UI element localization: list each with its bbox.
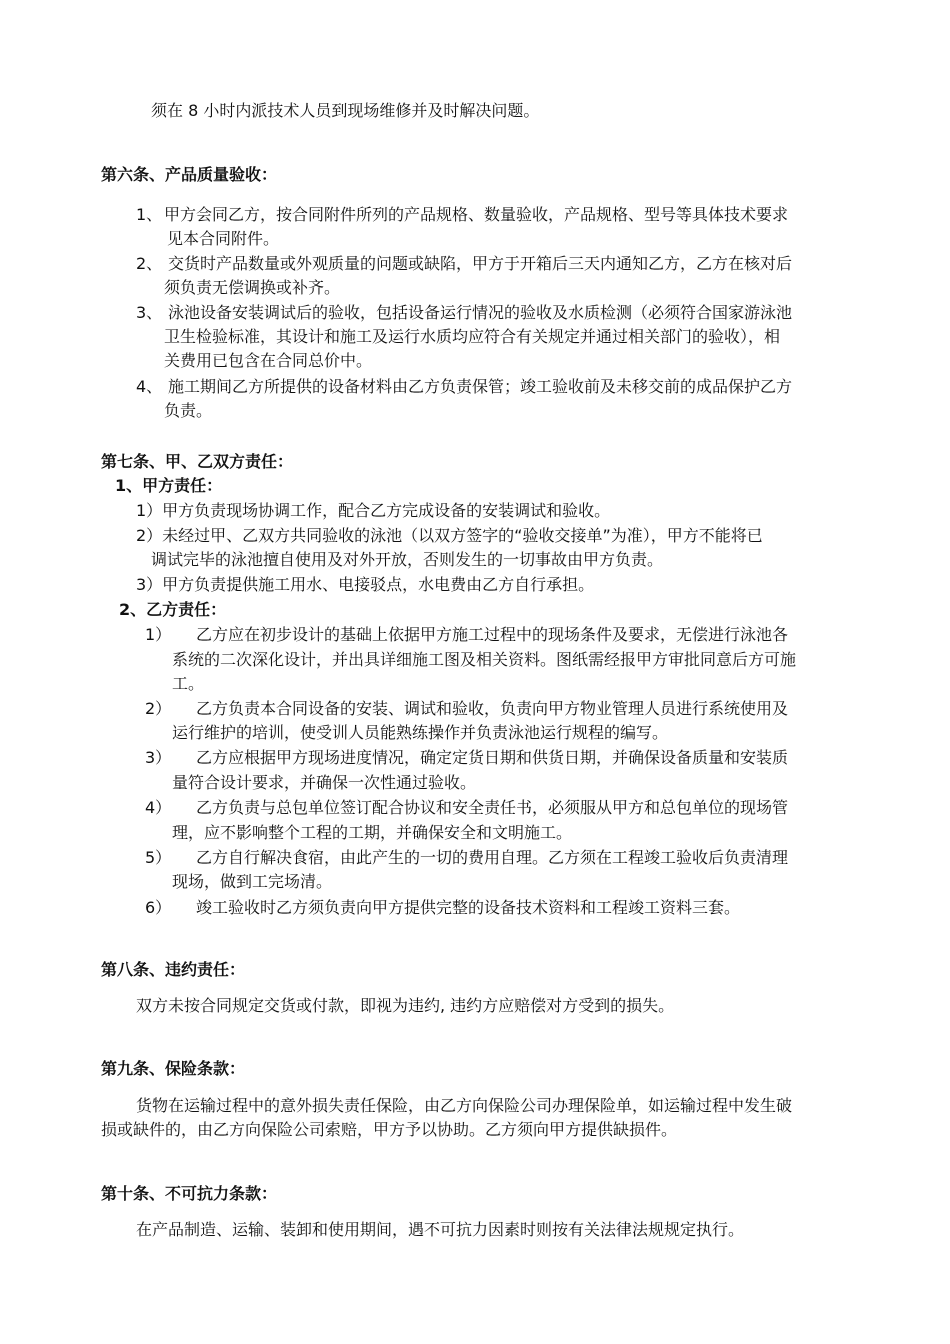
party-b-item-line: 运行维护的培训，使受训人员能熟练操作并负责泳池运行规程的编写。 [172, 723, 669, 742]
party-a-item-line: 3）甲方负责提供施工用水、电接驳点，水电费由乙方自行承担。 [136, 575, 595, 594]
article-10-heading: 第十条、不可抗力条款： [101, 1184, 278, 1203]
party-b-item-number: 3） [145, 748, 172, 767]
party-b-item-line: 工。 [172, 674, 205, 693]
article-6-item-line: 交货时产品数量或外观质量的问题或缺陷，甲方于开箱后三天内通知乙方，乙方在核对后 [168, 254, 793, 273]
article-6-item-line: 须负责无偿调换或补齐。 [164, 278, 341, 297]
party-b-item-line: 乙方应根据甲方现场进度情况，确定定货日期和供货日期，并确保设备质量和安装质 [196, 748, 789, 767]
party-b-item-line: 竣工验收时乙方须负责向甲方提供完整的设备技术资料和工程竣工资料三套。 [196, 898, 741, 917]
party-b-item-line: 乙方自行解决食宿，由此产生的一切的费用自理。乙方须在工程竣工验收后负责清理 [196, 848, 789, 867]
party-a-item-line: 调试完毕的泳池擅自使用及对外开放，否则发生的一切事故由甲方负责。 [151, 550, 664, 569]
article-8-text: 双方未按合同规定交货或付款，即视为违约, 违约方应赔偿对方受到的损失。 [136, 996, 675, 1015]
article-6-item-line: 甲方会同乙方，按合同附件所列的产品规格、数量验收，产品规格、型号等具体技术要求 [164, 205, 789, 224]
article-10-text: 在产品制造、运输、装卸和使用期间，遇不可抗力因素时则按有关法律法规规定执行。 [136, 1220, 745, 1239]
party-b-item-line: 乙方负责本合同设备的安装、调试和验收，负责向甲方物业管理人员进行系统使用及 [196, 699, 789, 718]
article-9-text-line: 损或缺件的，由乙方向保险公司索赔，甲方予以协助。乙方须向甲方提供缺损件。 [101, 1120, 678, 1139]
article-6-item-line: 关费用已包含在合同总价中。 [164, 351, 373, 370]
article-8-heading: 第八条、违约责任： [101, 960, 246, 979]
party-b-item-line: 乙方应在初步设计的基础上依据甲方施工过程中的现场条件及要求，无偿进行泳池各 [196, 625, 789, 644]
continuation-line: 须在 8 小时内派技术人员到现场维修并及时解决问题。 [151, 101, 540, 120]
party-b-item-line: 乙方负责与总包单位签订配合协议和安全责任书，必须服从甲方和总包单位的现场管 [196, 798, 789, 817]
party-b-item-line: 量符合设计要求，并确保一次性通过验收。 [172, 773, 477, 792]
article-9-heading: 第九条、保险条款： [101, 1059, 246, 1078]
article-6-item-line: 负责。 [164, 401, 213, 420]
article-6-item-number: 4、 [136, 377, 163, 396]
party-a-item-line: 2）未经过甲、乙双方共同验收的泳池（以双方签字的“验收交接单”为准），甲方不能将已 [136, 526, 763, 545]
article-6-item-number: 1、 [136, 205, 163, 224]
party-b-item-line: 现场，做到工完场清。 [172, 872, 333, 891]
party-a-heading: 1、甲方责任： [115, 476, 223, 495]
article-6-item-line: 见本合同附件。 [167, 229, 280, 248]
article-7-heading: 第七条、甲、乙双方责任： [101, 452, 294, 471]
article-6-item-line: 施工期间乙方所提供的设备材料由乙方负责保管；竣工验收前及未移交前的成品保护乙方 [168, 377, 793, 396]
party-b-item-number: 2） [145, 699, 172, 718]
party-b-item-number: 6） [145, 898, 172, 917]
article-6-item-line: 卫生检验标准，其设计和施工及运行水质均应符合有关规定并通过相关部门的验收），相 [164, 327, 781, 346]
party-b-heading: 2、乙方责任： [119, 600, 227, 619]
article-6-item-number: 2、 [136, 254, 163, 273]
party-b-item-line: 系统的二次深化设计，并出具详细施工图及相关资料。图纸需经报甲方审批同意后方可施 [172, 650, 797, 669]
party-b-item-number: 1） [145, 625, 172, 644]
article-9-text-line: 货物在运输过程中的意外损失责任保险，由乙方向保险公司办理保险单，如运输过程中发生破 [136, 1096, 793, 1115]
party-a-item-line: 1）甲方负责现场协调工作，配合乙方完成设备的安装调试和验收。 [136, 501, 611, 520]
article-6-item-number: 3、 [136, 303, 163, 322]
article-6-heading: 第六条、产品质量验收： [101, 165, 278, 184]
party-b-item-number: 4） [145, 798, 172, 817]
party-b-item-line: 理，应不影响整个工程的工期，并确保安全和文明施工。 [172, 823, 573, 842]
party-b-item-number: 5） [145, 848, 172, 867]
article-6-item-line: 泳池设备安装调试后的验收，包括设备运行情况的验收及水质检测（必须符合国家游泳池 [168, 303, 793, 322]
